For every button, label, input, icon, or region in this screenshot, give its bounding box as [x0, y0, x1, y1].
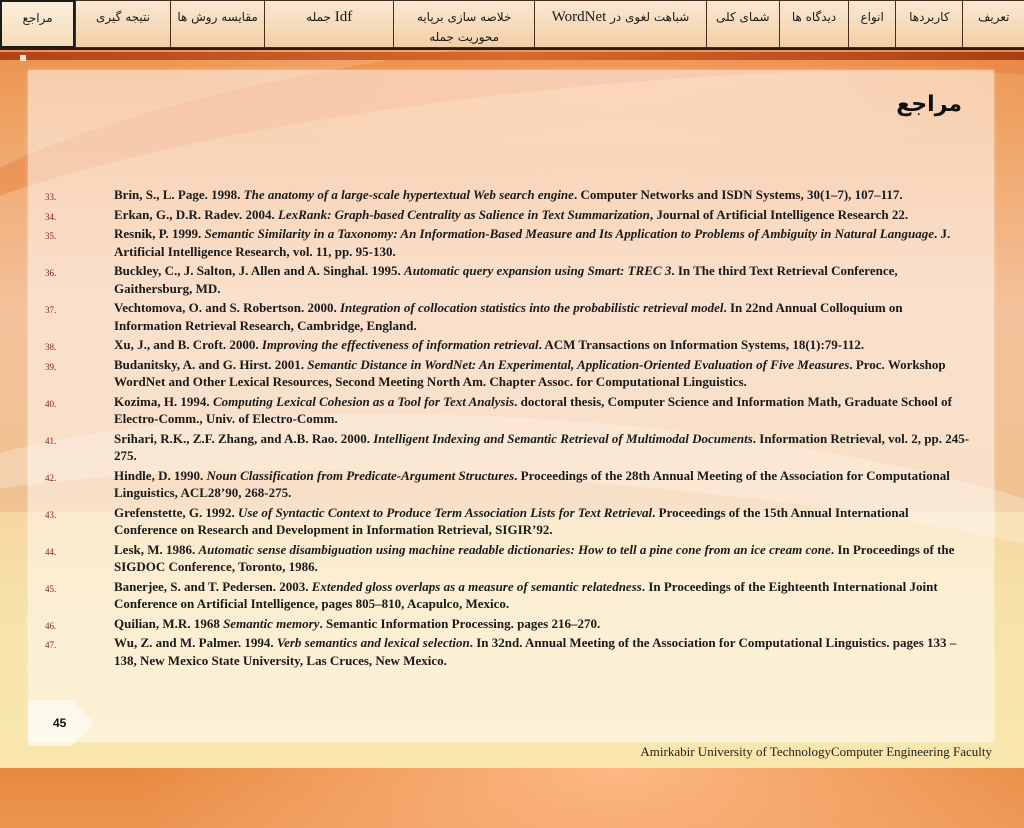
reference-number: 46. [45, 620, 57, 631]
reference-authors: Quilian, M.R. 1968 [114, 615, 224, 631]
reference-authors: Lesk, M. 1986. [114, 541, 199, 557]
corner-marker [20, 55, 26, 61]
nav-tab-conclusion[interactable] [75, 0, 170, 48]
reference-source: . ACM Transactions on Information Systems, 18(1):79-112. [538, 337, 865, 352]
reference-title: Automatic query expansion using Smart: TREC 3 [404, 263, 672, 278]
nav-tab-label-latin: Idf [334, 9, 353, 25]
nav-tab-wordnet-similarity[interactable] [534, 0, 705, 48]
reference-authors: Hindle, D. 1990. [114, 467, 207, 483]
nav-tab-label: مقایسه روش ها [177, 10, 258, 24]
nav-tab-references[interactable] [0, 0, 75, 48]
reference-title: The anatomy of a large-scale hypertextual Web search engine [243, 187, 574, 202]
nav-underline-bar [0, 52, 1024, 60]
reference-number: 44. [45, 546, 57, 557]
reference-number: 33. [45, 192, 57, 202]
reference-item [40, 430, 970, 465]
nav-tab-label: دیدگاه ها [791, 10, 837, 24]
nav-tab-label: کاربردها [909, 10, 950, 24]
reference-authors: Brin, S., L. Page. 1998. [114, 187, 244, 202]
reference-item [40, 356, 970, 391]
reference-number: 36. [45, 268, 57, 278]
reference-item [40, 541, 970, 576]
nav-tab-label: شباهت لغوی در [606, 10, 690, 24]
page-title: مراجع [896, 92, 962, 117]
reference-source: . In Proceedings of the Eighteenth International Joint Conference on Artificial Intelligence, pages 805–810, Acapulco, Mexico. [114, 578, 938, 611]
nav-tab-definition[interactable] [962, 0, 1024, 48]
reference-title: Noun Classification from Predicate-Argument Structures [206, 467, 515, 483]
reference-title: Use of Syntactic Context to Produce Term Association Lists for Text Retrieval [237, 504, 653, 520]
page-number: 45 [53, 716, 67, 730]
reference-source: . Information Retrieval, vol. 2, pp. 245-275. [114, 430, 970, 463]
nav-tab-label: نتیجه گیری [96, 10, 150, 24]
reference-number: 37. [45, 305, 57, 315]
reference-title: Improving the effectiveness of information retrieval [261, 337, 539, 352]
reference-authors: Resnik, P. 1999. [114, 226, 205, 241]
reference-number: 45. [45, 583, 57, 594]
reference-item [40, 225, 970, 260]
reference-source: . doctoral thesis, Computer Science and Information Math, Graduate School of Electro-Comm., Univ. of Electro-Comm. [114, 393, 952, 426]
reference-number: 38. [45, 342, 57, 352]
nav-tab-overview[interactable] [706, 0, 779, 48]
reference-authors: Kozima, H. 1994. [114, 393, 213, 409]
top-navigation [0, 0, 1024, 50]
reference-title: Verb semantics and lexical selection [276, 635, 470, 650]
reference-number: 47. [45, 640, 57, 650]
reference-item [40, 393, 970, 428]
reference-number: 34. [45, 211, 57, 222]
reference-source: . In 32nd. Annual Meeting of the Association for Computational Linguistics. pages 133 –138, New Mexico State University, Las Cruces, New Mexico. [114, 635, 957, 668]
reference-number: 42. [45, 472, 57, 483]
nav-tab-label: شمای کلی [716, 10, 770, 24]
reference-source: . J. Artificial Intelligence Research, vol. 11, pp. 95-130. [114, 226, 951, 259]
reference-item [40, 634, 970, 669]
reference-item [40, 299, 970, 334]
reference-title: Automatic sense disambiguation using machine readable dictionaries: How to tell a pine cone from an ice cream cone [198, 541, 831, 557]
nav-tab-idf-sentence[interactable] [264, 0, 393, 48]
reference-title: Intelligent Indexing and Semantic Retrieval of Multimodal Documents [373, 430, 753, 446]
nav-tab-methods-comparison[interactable] [170, 0, 265, 48]
reference-title: LexRank: Graph-based Centrality as Salience in Text Summarization [277, 206, 650, 222]
nav-tab-applications[interactable] [895, 0, 962, 48]
reference-number: 40. [45, 398, 57, 409]
reference-source: . Proc. Workshop WordNet and Other Lexical Resources, Second Meeting North Am. Chapter Assoc. for Computational Linguistics. [114, 356, 946, 389]
reference-item [40, 578, 970, 613]
nav-tab-label: خلاصه سازی برپایه محوریت جمله [416, 10, 512, 44]
reference-title: Integration of collocation statistics into the probabilistic retrieval model [339, 300, 724, 315]
nav-tab-types[interactable] [848, 0, 895, 48]
reference-authors: Erkan, G., D.R. Radev. 2004. [114, 206, 278, 222]
reference-source: . In 22nd Annual Colloquium on Information Retrieval Research, Cambridge, England. [114, 300, 903, 333]
reference-source: . Computer Networks and ISDN Systems, 30(1–7), 107–117. [573, 187, 903, 202]
reference-source: . Proceedings of the 28th Annual Meeting of the Association for Computational Linguistics, ACL28’90, 268-275. [114, 467, 950, 500]
nav-tab-label: تعریف [977, 10, 1010, 24]
reference-item [40, 206, 970, 224]
reference-source: , Journal of Artificial Intelligence Research 22. [649, 206, 909, 222]
reference-authors: Budanitsky, A. and G. Hirst. 2001. [114, 356, 308, 372]
reference-item [40, 186, 970, 204]
reference-authors: Buckley, C., J. Salton, J. Allen and A. Singhal. 1995. [114, 263, 405, 278]
nav-tab-label-latin: WordNet [551, 9, 607, 25]
reference-authors: Banerjee, S. and T. Pedersen. 2003. [114, 578, 312, 594]
nav-tab-label: مراجع [22, 11, 53, 25]
reference-authors: Grefenstette, G. 1992. [114, 504, 238, 520]
reference-authors: Wu, Z. and M. Palmer. 1994. [114, 635, 277, 650]
reference-item [40, 336, 970, 354]
reference-list [40, 186, 970, 671]
reference-item [40, 467, 970, 502]
reference-authors: Vechtomova, O. and S. Robertson. 2000. [114, 300, 340, 315]
reference-title: Semantic Distance in WordNet: An Experimental, Application-Oriented Evaluation of Five Measures [307, 356, 850, 372]
reference-authors: Srihari, R.K., Z.F. Zhang, and A.B. Rao. 2000. [114, 430, 374, 446]
reference-number: 41. [45, 435, 57, 446]
reference-number: 39. [45, 361, 57, 372]
reference-number: 43. [45, 509, 57, 520]
nav-tab-label: جمله [306, 10, 335, 24]
reference-source: . Proceedings of the 15th Annual International Conference on Research and Development in Information Retrieval, SIGIR’92. [114, 504, 909, 537]
nav-tab-centrality-summarization[interactable] [393, 0, 534, 48]
nav-tab-viewpoints[interactable] [779, 0, 848, 48]
reference-title: Extended gloss overlaps as a measure of semantic relatedness [311, 578, 642, 594]
reference-source: . Semantic Information Processing. pages 216–270. [319, 615, 601, 631]
reference-title: Semantic memory [223, 615, 320, 631]
reference-item [40, 615, 970, 633]
reference-source: . In Proceedings of the SIGDOC Conference, Toronto, 1986. [114, 541, 955, 574]
nav-tab-label: انواع [860, 10, 884, 24]
reference-item [40, 262, 970, 297]
reference-title: Semantic Similarity in a Taxonomy: An Information-Based Measure and Its Application to Problems of Ambiguity in Natural Language [204, 226, 934, 241]
reference-authors: Xu, J., and B. Croft. 2000. [114, 337, 262, 352]
reference-title: Computing Lexical Cohesion as a Tool for Text Analysis [212, 393, 515, 409]
footer-text: Amirkabir University of TechnologyComputer Engineering Faculty [640, 744, 992, 759]
reference-item [40, 504, 970, 539]
reference-source: . In The third Text Retrieval Conference, Gaithersburg, MD. [114, 263, 898, 296]
reference-number: 35. [45, 231, 57, 241]
